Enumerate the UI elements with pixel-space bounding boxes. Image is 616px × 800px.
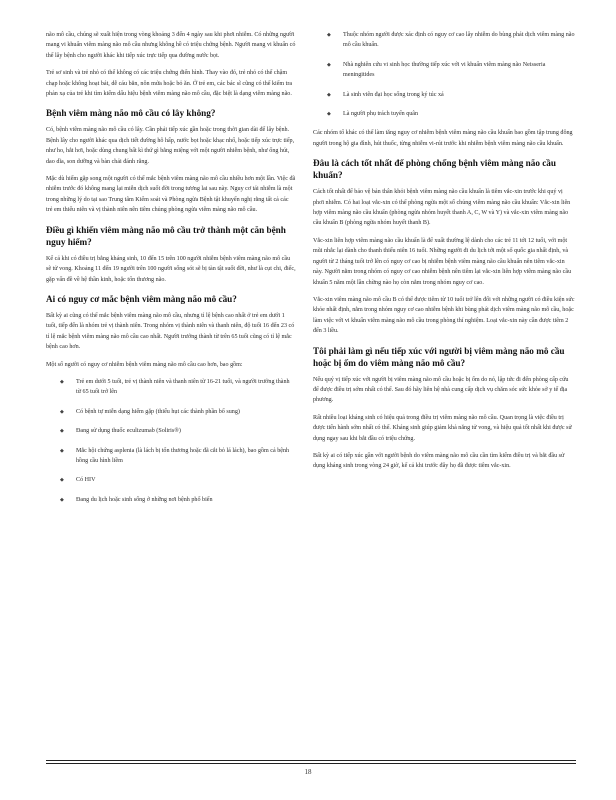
section-heading: Ai có nguy cơ mắc bệnh viêm màng não mô cầu? bbox=[46, 293, 237, 304]
list-item-text: Là người phụ trách tuyển quân bbox=[343, 111, 419, 118]
list-item bbox=[313, 109, 575, 119]
list-item bbox=[313, 60, 575, 81]
paragraph: Bất kỳ ai có tiếp xúc gần với người bệnh do viêm màng não mô cầu cần tìm kiếm điều trị và bắt đầu sử dụng kháng sinh trong vòng 24 giờ, kể cả khi trước đây họ đã được tiêm vắc-xin. bbox=[313, 452, 565, 470]
bullet-icon: ◆ bbox=[60, 496, 64, 503]
paragraph: Một số người có nguy cơ nhiễm bệnh viêm màng não mô cầu cao hơn, bao gồm: bbox=[46, 361, 243, 368]
list-item-text: Là sinh viên đại học sống trong ký túc xá bbox=[343, 91, 444, 98]
risk-list-continued bbox=[313, 30, 575, 119]
list-item bbox=[46, 426, 296, 436]
paragraph: Cách tốt nhất để bảo vệ bản thân khỏi bệnh viêm màng não cầu khuẩn là tiêm vắc-xin trước khi quý vị phơi nhiễm. Có hai loại vắc-xin có thể phòng ngừa một số chủng viêm màng não cầu khuẩn: Vắc-xin liên hợp viêm màng não cầu khuẩn (phòng ngừa nhóm huyết thanh A, C, W và Y) và vắc-xin viêm màng não cầu khuẩn B (phòng ngừa nhóm huyết thanh B). bbox=[313, 189, 571, 227]
bullet-icon: ◆ bbox=[327, 61, 331, 68]
paragraph: Mặc dù hiếm gặp song một người có thể mắc bệnh viêm màng não mô cầu nhiều hơn một lần. Việc đã nhiễm trước đó không mang lại miễn dịch suốt đời trong tương lai sau này. Nguy cơ tái nhiễm là một trong những lý do tại sao Trung tâm Kiểm soát và Phòng ngừa Bệnh tật khuyến nghị rằng tất cả các trẻ em thiếu niên và vị thành niên nên tiêm chủng phòng ngừa viêm màng não mô cầu. bbox=[46, 176, 296, 214]
list-item bbox=[46, 495, 296, 505]
paragraph: Nếu quý vị tiếp xúc với người bị viêm màng não mô cầu hoặc bị ốm do nó, lập tức đi đến phòng cấp cứu để được điều trị sớm nhất có thể. Sau đó hãy liên hệ nhà cung cấp dịch vụ chăm sóc sức khỏe sở y tế địa phương. bbox=[313, 376, 569, 404]
list-item bbox=[46, 446, 296, 467]
left-column bbox=[46, 30, 296, 514]
list-item bbox=[313, 90, 575, 100]
bullet-icon: ◆ bbox=[60, 477, 64, 484]
list-item bbox=[46, 475, 296, 485]
bullet-icon: ◆ bbox=[60, 378, 64, 385]
section-heading: Đâu là cách tốt nhất để phòng chống bệnh viêm màng não cầu khuẩn? bbox=[313, 158, 556, 181]
paragraph: Vắc-xin viêm màng não mô cầu B có thể được tiêm từ 10 tuổi trở lên đối với những người có điều kiện sức khỏe nhất định, nằm trong nhóm nguy cơ cao nhiễm bệnh khi bùng phát dịch viêm màng não mô cầu, hoặc làm việc với vi khuẩn viêm màng não mô cầu trong phòng thí nghiệm. Loại vắc-xin này cần được tiêm 2 đến 3 liều. bbox=[313, 296, 575, 335]
bullet-icon: ◆ bbox=[327, 91, 331, 98]
list-item-text: Thuộc nhóm người được xác định có nguy cơ cao lây nhiễm do bùng phát dịch viêm màng não mô cầu khuẩn. bbox=[343, 32, 575, 49]
section-heading: Bệnh viêm màng não mô cầu có lây không? bbox=[46, 108, 216, 119]
list-item-text: Mắc hội chứng asplenia (là lách bị tổn thương hoặc đã cắt bỏ lá lách), bao gồm cả bệnh hồng cầu hình liềm bbox=[76, 447, 290, 464]
list-item bbox=[313, 30, 575, 51]
section-heading: Điều gì khiến viêm màng não mô cầu trở thành một căn bệnh nguy hiểm? bbox=[46, 224, 286, 247]
list-item-text: Nhà nghiên cứu vi sinh học thường tiếp xúc với vi khuẩn viêm màng não Neisseria meningitides bbox=[343, 61, 546, 79]
list-item-text: Có HIV bbox=[76, 477, 96, 484]
paragraph: Rất nhiều loại kháng sinh có hiệu quả trong điều trị viêm màng não mô cầu. Quan trọng là việc điều trị được tiến hành sớm nhất có thể. Kháng sinh giúp giảm khả năng tử vong, và hiệu quả tốt nhất khi được sử dụng ngay sau khi bắt đầu có triệu chứng. bbox=[313, 414, 572, 442]
paragraph: Trẻ sơ sinh và trẻ nhỏ có thể không có các triệu chứng điển hình. Thay vào đó, trẻ nhỏ có thể chậm chạp hoặc không hoạt bát, dễ cáu bẳn, nôn mửa hoặc bỏ ăn. Ở trẻ em, các bác sĩ cũng có thể kiểm tra phản xạ của trẻ khi tìm kiếm dấu hiệu bệnh viêm màng não mô cầu, đặc biệt là dạng viêm màng não. bbox=[46, 70, 293, 98]
bullet-icon: ◆ bbox=[60, 428, 64, 435]
risk-list bbox=[46, 377, 296, 505]
bullet-icon: ◆ bbox=[60, 447, 64, 454]
paragraph: Vắc-xin liên hợp viêm màng não cầu khuẩn là để xuất thường lệ dành cho các trẻ 11 tới 12 tuổi, với một mũi nhắc lại dành cho thanh thiếu niên 16 tuổi. Những người đi du lịch tới một số quốc gia nhất định, và người từ 2 tháng tuổi trở lên có nguy cơ cao bị nhiễm bệnh viêm màng não cầu khuẩn nên tiêm vắc-xin này. Người nằm trong nhóm có nguy cơ cao nhiễm bệnh nên tiêm lại vắc-xin liên hợp viêm màng não cầu khuẩn 5 năm một lần chừng nào họ còn nằm trong nhóm nguy cơ cao. bbox=[313, 237, 572, 286]
list-item bbox=[46, 407, 296, 417]
list-item-text: Đang du lịch hoặc sinh sống ở những nơi bệnh phổ biến bbox=[76, 496, 213, 503]
paragraph: Có, bệnh viêm màng não mô cầu có lây. Cần phải tiếp xúc gần hoặc trong thời gian dài để lây bệnh. Bệnh lây cho người khác qua dịch tiết đường hô hấp, nước bọt hoặc khạc nhổ, hoặc tiếp xúc trực tiếp, như ho, hắt hơi, hoặc dùng chung bất kì thứ gì bằng miệng với một người nhiễm bệnh, như ống hút, dao dĩa, son dưỡng và bàn chải đánh răng. bbox=[46, 127, 295, 165]
footer-divider bbox=[46, 760, 576, 761]
bullet-icon: ◆ bbox=[327, 111, 331, 118]
list-item-text: Trẻ em dưới 5 tuổi, trẻ vị thành niên và thanh niên từ 16-21 tuổi, và người trưởng thành từ 65 tuổi trở lên bbox=[76, 378, 290, 396]
bullet-icon: ◆ bbox=[327, 32, 331, 38]
page-number: 18 bbox=[304, 768, 312, 776]
bullet-icon: ◆ bbox=[60, 408, 64, 415]
paragraph: Các nhóm tổ khác có thể làm tăng nguy cơ nhiễm bệnh viêm màng não cầu khuẩn bao gồm tập trung đông người trong hộ gia đình, hút thuốc, từng nhiễm vi-rút trước khi nhiễm bệnh viêm màng não cầu khuẩn. bbox=[313, 130, 573, 147]
list-item bbox=[46, 377, 296, 398]
paragraph: Kể cả khi có điều trị bằng kháng sinh, 10 đến 15 trên 100 người nhiễm bệnh viêm màng não mô cầu sẽ tử vong. Khoảng 11 đến 19 người trên 100 người sống sót sẽ bị tàn tật suốt đời, như là cụt chi, điếc, gặp vấn đề về hệ thần kinh, hoặc tổn thương não. bbox=[46, 255, 296, 283]
paragraph: Bất kỳ ai cũng có thể mắc bệnh viêm màng não mô cầu, nhưng tỉ lệ bệnh cao nhất ở trẻ em dưới 1 tuổi, tiếp đến là nhóm trẻ vị thành niên. Trong nhóm vị thành niên và thanh niên, độ tuổi 16 đến 23 có tỉ lệ mắc bệnh viêm màng não mô cầu cao nhất. Người trưởng thành từ trên 65 tuổi cũng có tỉ lệ mắc bệnh cao hơn. bbox=[46, 312, 295, 351]
footer-divider bbox=[46, 763, 576, 764]
list-item-text: Đang sử dụng thuốc eculizumab (Soliris®) bbox=[76, 428, 181, 435]
right-column bbox=[313, 30, 575, 479]
list-item-text: Có bệnh tự miễn dạng hiếm gặp (thiếu hụt các thành phần bổ sung) bbox=[76, 408, 240, 415]
paragraph: não mô cầu, chúng sẽ xuất hiện trong vòng khoảng 3 đến 4 ngày sau khi phơi nhiễm. Có những người mang vi khuẩn viêm màng não mô cầu nhưng không hề có triệu chứng bệnh. Người mang vi khuẩn có thể lây bệnh cho người khác khi tiếp xúc trực tiếp qua đường nước bọt. bbox=[46, 32, 296, 59]
section-heading: Tôi phải làm gì nếu tiếp xúc với người bị viêm màng não mô cầu hoặc bị ốm do viêm màng não mô cầu? bbox=[313, 345, 565, 368]
